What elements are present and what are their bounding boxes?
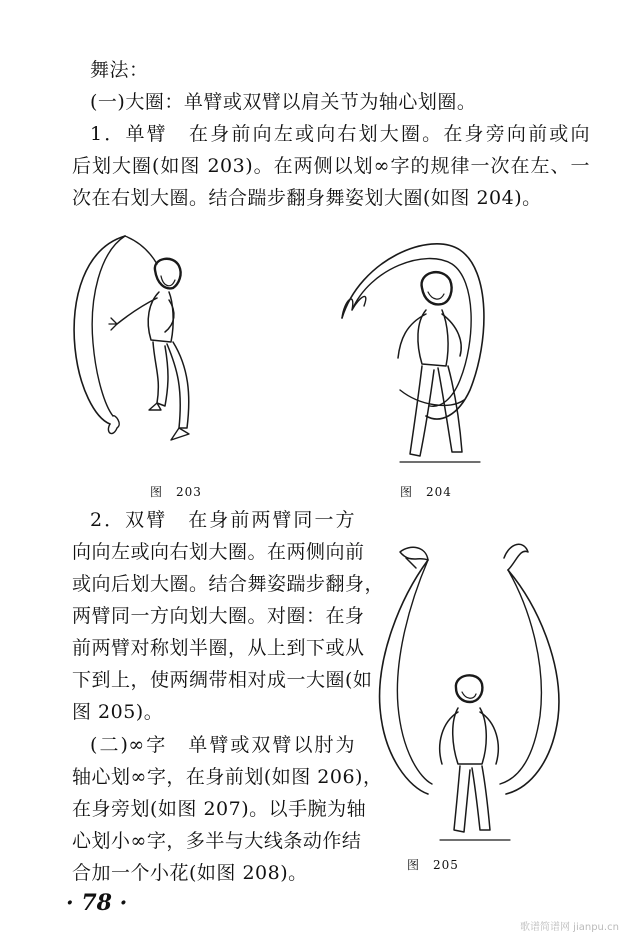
text-line: 下到上，使两绸带相对成一大圈(如 xyxy=(72,669,373,691)
face xyxy=(462,692,476,698)
text-line: 向向左或向右划大圈。在两侧向前 xyxy=(72,541,365,563)
ribbon-edge xyxy=(125,236,157,264)
text-line: 在身旁划(如图 207)。以手腕为轴 xyxy=(72,798,367,820)
ribbon-tail xyxy=(108,416,119,434)
leg xyxy=(153,342,168,406)
leg xyxy=(472,766,490,830)
face xyxy=(428,292,444,299)
text-line: 2．双臂 在身前两臂同一方 xyxy=(90,509,355,531)
leg xyxy=(410,366,434,456)
ribbon-edge xyxy=(352,259,471,407)
hand xyxy=(109,318,117,330)
section1-title: (一)大圈：单臂或双臂以肩关节为轴心划圈。 xyxy=(90,91,477,113)
figure-203-illustration xyxy=(65,228,215,458)
torso xyxy=(418,310,448,366)
leg xyxy=(454,766,470,832)
ribbon-left xyxy=(380,560,428,794)
ribbon-left xyxy=(397,560,432,784)
ribbon-edge xyxy=(74,236,125,424)
text-line: 心划小∞字，多半与大线条动作结 xyxy=(72,830,362,852)
text-line: 两臂同一方向划大圈。对圈：在身 xyxy=(72,605,365,627)
leg xyxy=(167,342,189,428)
ribbon-right xyxy=(500,570,541,784)
figure-203-caption: 图 203 xyxy=(150,485,202,499)
ribbon-edge xyxy=(92,236,125,416)
page-number: · 78 · xyxy=(66,890,128,916)
ribbon-edge xyxy=(342,244,484,419)
hair xyxy=(155,259,181,289)
text-line: 前两臂对称划半圈，从上到下或从 xyxy=(72,637,365,659)
text-line: 1．单臂 在身前向左或向右划大圈。在身旁向前或向 xyxy=(90,123,590,145)
text-line: 合加一个小花(如图 208)。 xyxy=(72,862,308,884)
figure-204-caption: 图 204 xyxy=(400,485,452,499)
text-line: 后划大圈(如图 203)。在两侧以划∞字的规律一次在左、一 xyxy=(72,155,590,177)
figure-204-illustration xyxy=(330,230,500,470)
watermark: 歌谱简谱网 jianpu.cn xyxy=(520,922,619,933)
figure-205-caption: 图 205 xyxy=(407,858,459,872)
shoe xyxy=(171,428,189,440)
text-line: 或向后划大圈。结合舞姿踹步翻身， xyxy=(72,573,385,595)
text-line: 图 205)。 xyxy=(72,701,164,723)
text-line: 次在右划大圈。结合踹步翻身舞姿划大圈(如图 204)。 xyxy=(72,187,542,209)
torso xyxy=(453,708,487,764)
arm xyxy=(480,712,498,764)
ribbon-right xyxy=(506,570,559,794)
section-heading: 舞法： xyxy=(90,59,149,81)
ribbon-right-tail xyxy=(504,544,528,570)
face xyxy=(161,276,175,286)
text-line: (二)∞字 单臂或双臂以肘为 xyxy=(90,734,355,756)
arm xyxy=(398,314,426,358)
text-line: 轴心划∞字，在身前划(如图 206)， xyxy=(72,766,383,788)
arm xyxy=(117,298,157,324)
figure-205-illustration xyxy=(370,538,570,848)
